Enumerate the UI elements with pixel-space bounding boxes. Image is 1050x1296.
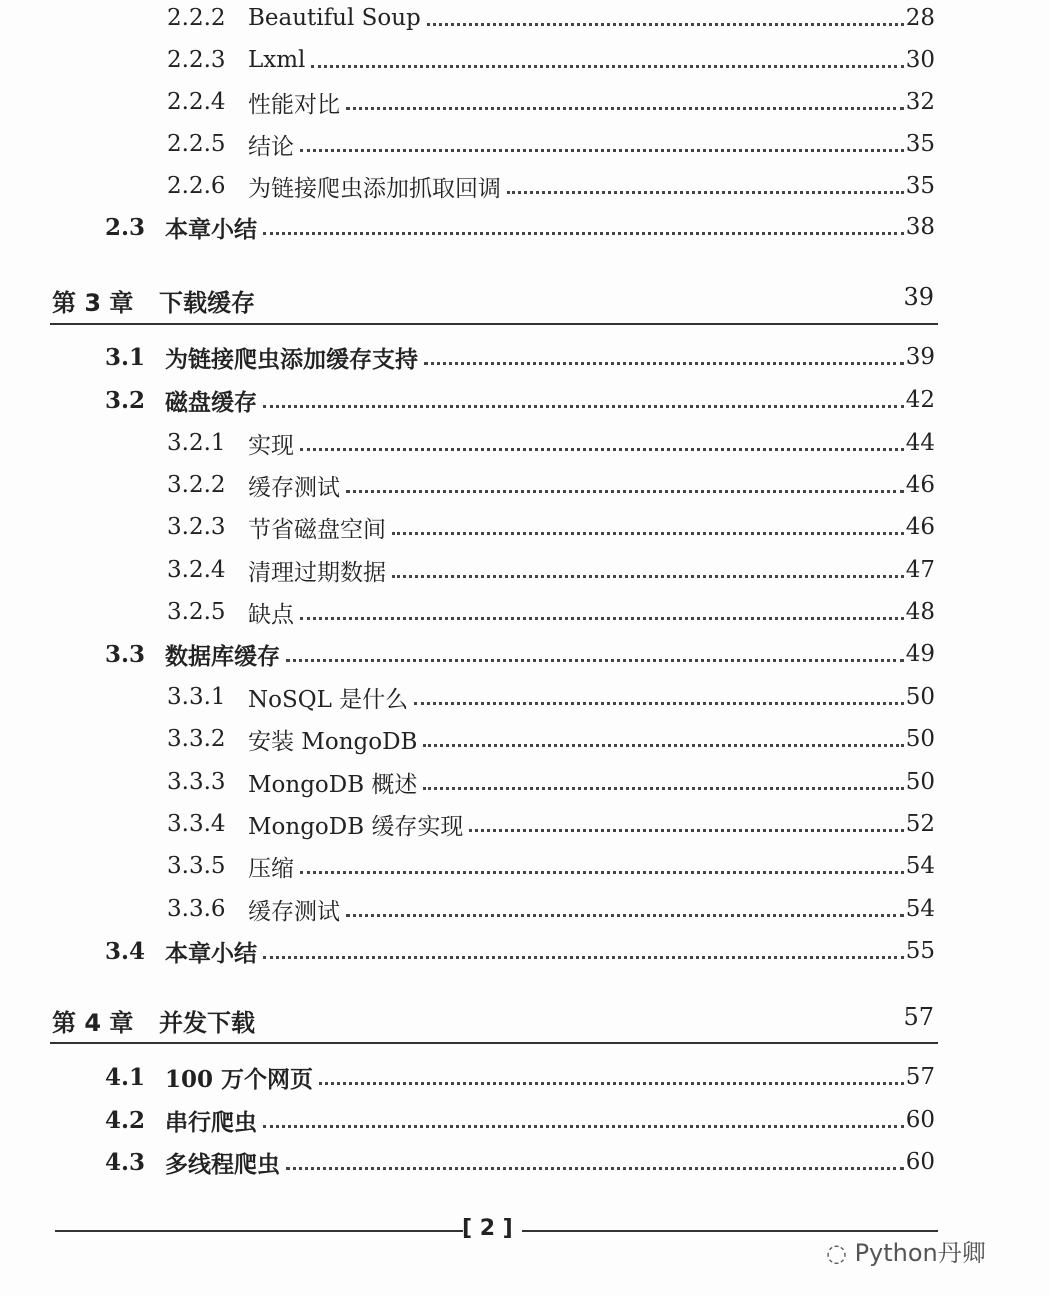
chapter-number: 第 3 章: [52, 289, 134, 317]
toc-entry[interactable]: [0, 1, 935, 35]
dot-leader: [423, 732, 903, 747]
entry-title-line: [165, 341, 935, 374]
entry-number: 4.1: [105, 1063, 146, 1091]
dot-leader: [300, 137, 904, 152]
toc-entry[interactable]: [0, 383, 935, 417]
dot-leader: [346, 902, 904, 917]
entry-title: 缓存测试: [248, 474, 340, 501]
chapter-heading[interactable]: [52, 1003, 938, 1037]
entry-title: 为链接爬虫添加抓取回调: [248, 175, 501, 202]
entry-number: 2.2.4: [167, 89, 226, 115]
entry-number: 3.2.5: [167, 599, 226, 625]
entry-title-line: [165, 638, 935, 671]
entry-title-line: [248, 128, 935, 161]
entry-title-line: [248, 554, 935, 587]
entry-title-line: [248, 170, 935, 203]
wechat-icon: ◌: [826, 1239, 855, 1267]
toc-entry[interactable]: [0, 340, 935, 374]
entry-title-line: [165, 935, 935, 968]
dot-leader: [263, 393, 904, 408]
toc-entry[interactable]: [0, 765, 935, 799]
entry-number: 3.3.6: [167, 896, 226, 922]
toc-entry[interactable]: [0, 210, 935, 244]
entry-number: 3.3.2: [167, 726, 226, 752]
toc-entry[interactable]: [0, 553, 935, 587]
entry-title: Beautiful Soup: [248, 5, 421, 31]
entry-title: 串行爬虫: [165, 1108, 257, 1136]
toc-entry[interactable]: [0, 127, 935, 161]
watermark: ◌ Python丹卿: [826, 1239, 986, 1267]
chapter-page: 39: [903, 283, 934, 311]
dot-leader: [263, 944, 904, 959]
entry-page: 32: [905, 89, 935, 115]
entry-title-line: [248, 511, 935, 544]
dot-leader: [263, 1113, 904, 1128]
dot-leader: [346, 95, 904, 110]
entry-page: 49: [905, 641, 935, 667]
entry-title: Lxml: [248, 47, 306, 73]
entry-title: 本章小结: [165, 939, 257, 967]
toc-entry[interactable]: [0, 169, 935, 203]
dot-leader: [414, 690, 904, 705]
entry-page: 54: [905, 853, 935, 879]
footer-rule-left: [55, 1230, 463, 1232]
entry-number: 2.2.2: [167, 5, 226, 31]
entry-number: 4.3: [105, 1148, 146, 1176]
entry-title: 清理过期数据: [248, 559, 386, 586]
entry-title-line: [165, 384, 935, 417]
entry-title-line: [248, 723, 935, 756]
chapter-title: 并发下载: [159, 1009, 255, 1037]
toc-entry[interactable]: [0, 1145, 935, 1179]
toc-entry[interactable]: [0, 807, 935, 841]
entry-number: 3.2.4: [167, 557, 226, 583]
toc-entry[interactable]: [0, 468, 935, 502]
entry-number: 2.3: [105, 213, 146, 241]
entry-page: 35: [905, 173, 935, 199]
entry-title-line: [248, 766, 935, 799]
entry-title: 缓存测试: [248, 898, 340, 925]
toc-entry[interactable]: [0, 426, 935, 460]
entry-title: MongoDB 概述: [248, 771, 418, 798]
entry-title: 多线程爬虫: [165, 1150, 280, 1178]
dot-leader: [319, 1070, 904, 1085]
entry-title-line: [248, 681, 935, 714]
entry-number: 2.2.6: [167, 173, 226, 199]
dot-leader: [392, 520, 904, 535]
entry-page: 44: [905, 430, 935, 456]
entry-title-line: [248, 469, 935, 502]
toc-entry[interactable]: [0, 849, 935, 883]
entry-page: 60: [905, 1149, 935, 1175]
entry-title-line: [248, 850, 935, 883]
toc-entry[interactable]: [0, 43, 935, 77]
entry-page: 60: [905, 1107, 935, 1133]
entry-number: 3.4: [105, 937, 146, 965]
entry-title-line: [248, 427, 935, 460]
footer-rule-right: [522, 1230, 938, 1232]
chapter-number: 第 4 章: [52, 1009, 134, 1037]
chapter-page: 57: [903, 1003, 934, 1031]
entry-number: 3.3.1: [167, 684, 226, 710]
entry-title: NoSQL 是什么: [248, 686, 409, 713]
entry-page: 46: [905, 514, 935, 540]
entry-title: 磁盘缓存: [165, 388, 257, 416]
entry-number: 3.3.4: [167, 811, 226, 837]
entry-title: 性能对比: [248, 91, 340, 118]
entry-title: 节省磁盘空间: [248, 516, 386, 543]
dot-leader: [286, 1155, 904, 1170]
toc-entry[interactable]: [0, 1060, 935, 1094]
dot-leader: [300, 436, 904, 451]
dot-leader: [427, 11, 904, 26]
entry-number: 2.2.5: [167, 131, 226, 157]
entry-title-line: [248, 596, 935, 629]
entry-number: 2.2.3: [167, 47, 226, 73]
entry-title-line: [165, 1061, 935, 1094]
dot-leader: [311, 53, 903, 68]
toc-entry[interactable]: [0, 595, 935, 629]
toc-entry[interactable]: [0, 85, 935, 119]
toc-entry[interactable]: [0, 1103, 935, 1137]
entry-title-line: [248, 86, 935, 119]
dot-leader: [392, 563, 904, 578]
entry-title: 100 万个网页: [165, 1065, 314, 1093]
dot-leader: [263, 220, 904, 235]
chapter-rule: [50, 1042, 938, 1044]
toc-entry[interactable]: [0, 680, 935, 714]
entry-page: 28: [905, 5, 935, 31]
entry-page: 30: [905, 47, 935, 73]
entry-title-line: [248, 893, 935, 926]
dot-leader: [300, 859, 904, 874]
toc-entry[interactable]: [0, 892, 935, 926]
entry-number: 3.2.2: [167, 472, 226, 498]
entry-number: 3.3.5: [167, 853, 226, 879]
entry-page: 42: [905, 387, 935, 413]
dot-leader: [507, 179, 904, 194]
entry-page: 38: [905, 214, 935, 240]
entry-title: 结论: [248, 133, 294, 160]
entry-title-line: [165, 211, 935, 244]
entry-title: 本章小结: [165, 215, 257, 243]
entry-page: 55: [905, 938, 935, 964]
entry-page: 48: [905, 599, 935, 625]
entry-page: 50: [905, 684, 935, 710]
entry-page: 50: [905, 769, 935, 795]
entry-title: 缺点: [248, 601, 294, 628]
entry-title-line: [248, 5, 935, 31]
entry-page: 39: [905, 344, 935, 370]
dot-leader: [469, 817, 903, 832]
entry-title: 数据库缓存: [165, 642, 280, 670]
entry-title: 为链接爬虫添加缓存支持: [165, 345, 418, 373]
entry-number: 3.1: [105, 343, 146, 371]
entry-title-line: [165, 1146, 935, 1179]
toc-entry[interactable]: [0, 637, 935, 671]
entry-number: 3.3.3: [167, 769, 226, 795]
entry-title-line: [165, 1104, 935, 1137]
entry-title: 压缩: [248, 855, 294, 882]
entry-page: 47: [905, 557, 935, 583]
entry-page: 52: [905, 811, 935, 837]
chapter-title: 下载缓存: [159, 289, 255, 317]
entry-title: 安装 MongoDB: [248, 728, 418, 755]
entry-title: 实现: [248, 432, 294, 459]
dot-leader: [423, 775, 903, 790]
chapter-heading[interactable]: [52, 283, 938, 317]
dot-leader: [424, 350, 904, 365]
entry-title-line: [248, 47, 935, 73]
entry-page: 57: [905, 1064, 935, 1090]
page-number: [ 2 ]: [462, 1216, 513, 1241]
toc-entry[interactable]: [0, 722, 935, 756]
entry-title-line: [248, 808, 935, 841]
entry-number: 4.2: [105, 1106, 146, 1134]
entry-number: 3.2: [105, 386, 146, 414]
entry-page: 50: [905, 726, 935, 752]
dot-leader: [300, 605, 904, 620]
chapter-rule: [50, 323, 938, 325]
entry-number: 3.2.1: [167, 430, 226, 456]
entry-number: 3.3: [105, 640, 146, 668]
entry-page: 35: [905, 131, 935, 157]
entry-page: 54: [905, 896, 935, 922]
dot-leader: [346, 478, 904, 493]
entry-title: MongoDB 缓存实现: [248, 813, 464, 840]
toc-entry[interactable]: [0, 510, 935, 544]
entry-page: 46: [905, 472, 935, 498]
entry-number: 3.2.3: [167, 514, 226, 540]
toc-entry[interactable]: [0, 934, 935, 968]
dot-leader: [286, 647, 904, 662]
